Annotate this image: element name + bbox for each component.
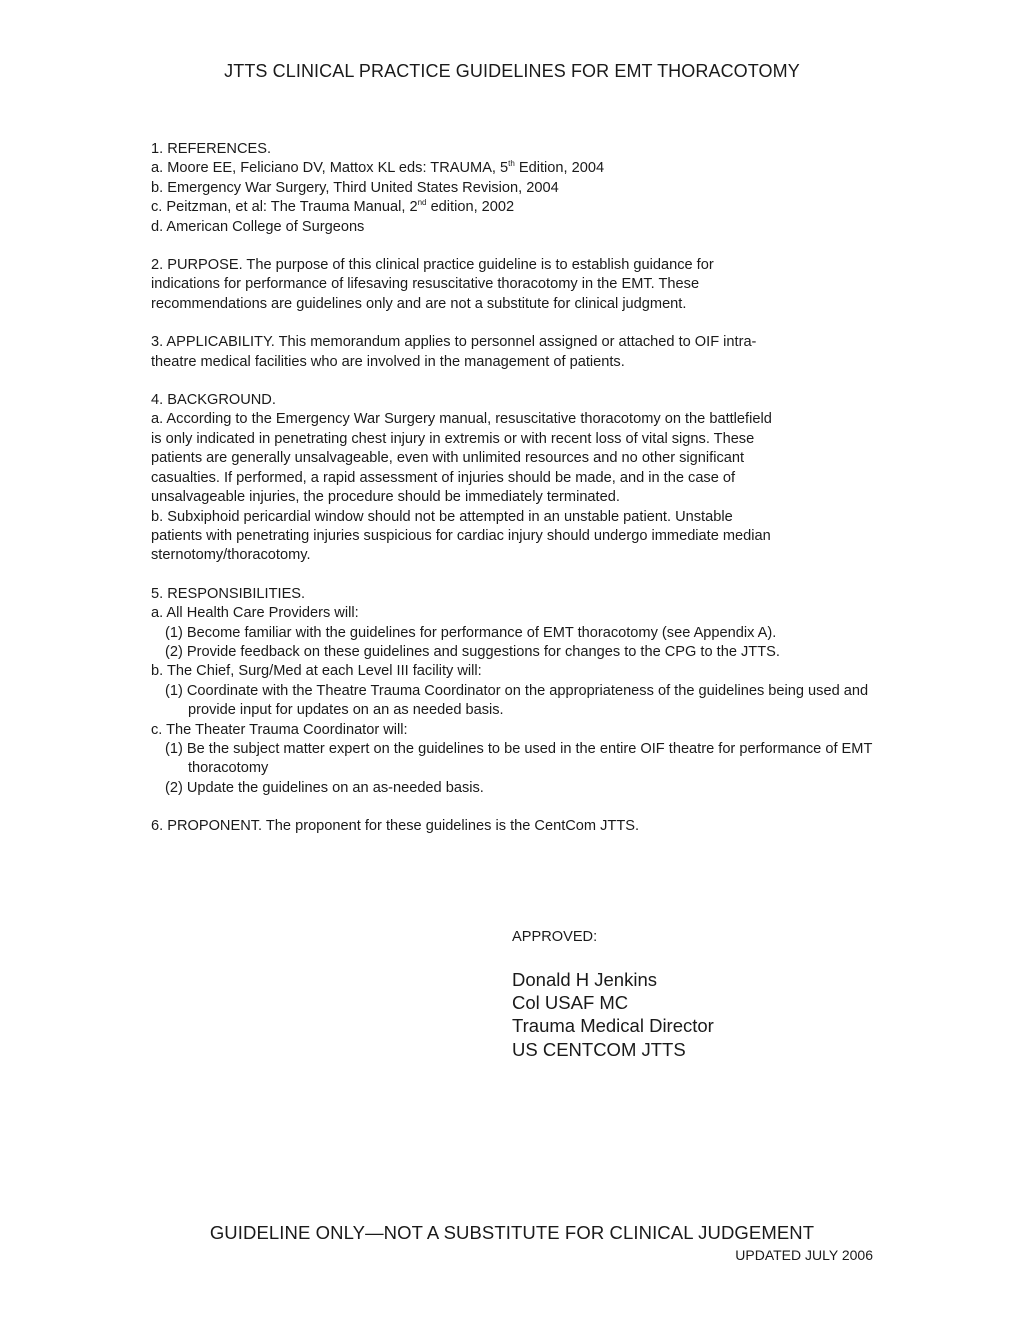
responsibility-b1: (1) Coordinate with the Theatre Trauma Coordinator on the appropriateness of the guidelines being used and provide input for updates on an as needed basis. xyxy=(165,682,869,719)
reference-c-text: c. Peitzman, et al: The Trauma Manual, 2 xyxy=(151,199,418,216)
reference-c-edition: edition, 2002 xyxy=(426,199,515,216)
responsibility-c: c. The Theater Trauma Coordinator will: xyxy=(151,721,408,738)
background-line: b. Subxiphoid pericardial window should not be attempted in an unstable patient. Unstable xyxy=(151,508,733,525)
references-heading: 1. REFERENCES. xyxy=(151,141,272,157)
proponent-section xyxy=(151,817,876,836)
background-line: a. According to the Emergency War Surgery manual, resuscitative thoracotomy on the battlefield xyxy=(151,411,772,428)
reference-a xyxy=(151,159,876,178)
responsibility-c1: (1) Be the subject matter expert on the guidelines to be used in the entire OIF theatre for performance of EMT thoracotomy xyxy=(165,740,873,777)
reference-b: b. Emergency War Surgery, Third United States Revision, 2004 xyxy=(151,179,559,196)
responsibility-c2: (2) Update the guidelines on an as-needed basis. xyxy=(165,779,484,796)
reference-c-superscript: nd xyxy=(417,198,427,208)
approver-organization: US CENTCOM JTTS xyxy=(512,1038,686,1060)
responsibility-a2: (2) Provide feedback on these guidelines and suggestions for changes to the CPG to the JTTS. xyxy=(165,643,780,660)
purpose-line: 2. PURPOSE. The purpose of this clinical practice guideline is to establish guidance for xyxy=(151,257,714,274)
background-line: sternotomy/thoracotomy. xyxy=(151,547,311,564)
purpose-section xyxy=(151,256,876,314)
purpose-line: recommendations are guidelines only and are not a substitute for clinical judgment. xyxy=(151,295,687,312)
background-line: casualties. If performed, a rapid assessment of injuries should be made, and in the case of xyxy=(151,469,736,486)
responsibility-a: a. All Health Care Providers will: xyxy=(151,605,359,622)
document-title: JTTS CLINICAL PRACTICE GUIDELINES FOR EMT THORACOTOMY xyxy=(224,61,800,81)
approver-name: Donald H Jenkins xyxy=(512,969,657,990)
reference-c xyxy=(151,198,876,217)
footer-disclaimer: GUIDELINE ONLY—NOT A SUBSTITUTE FOR CLINICAL JUDGEMENT xyxy=(209,1222,815,1243)
reference-a-text: a. Moore EE, Feliciano DV, Mattox KL eds: TRAUMA, 5 xyxy=(151,160,509,177)
applicability-line: theatre medical facilities who are involved in the management of patients. xyxy=(151,353,625,370)
responsibility-a1: (1) Become familiar with the guidelines for performance of EMT thoracotomy (see Appendix A). xyxy=(165,624,777,641)
approved-label: APPROVED: xyxy=(512,929,598,945)
responsibilities-section xyxy=(151,585,876,798)
approver-position: Trauma Medical Director xyxy=(512,1015,714,1037)
background-line: patients are generally unsalvageable, even with unlimited resources and no other significant xyxy=(151,450,745,467)
reference-d: d. American College of Surgeons xyxy=(151,218,365,235)
footer-updated-date: UPDATED JULY 2006 xyxy=(735,1247,873,1263)
references-section xyxy=(151,140,876,237)
background-line: patients with penetrating injuries suspicious for cardiac injury should undergo immediate median xyxy=(151,527,771,544)
reference-a-edition: Edition, 2004 xyxy=(514,160,605,177)
proponent-text: 6. PROPONENT. The proponent for these guidelines is the CentCom JTTS. xyxy=(151,818,640,835)
purpose-line: indications for performance of lifesaving resuscitative thoracotomy in the EMT. These xyxy=(151,276,700,293)
background-line: unsalvageable injuries, the procedure should be immediately terminated. xyxy=(151,489,620,506)
applicability-section xyxy=(151,333,876,372)
approver-rank: Col USAF MC xyxy=(512,992,629,1014)
responsibilities-heading: 5. RESPONSIBILITIES. xyxy=(151,585,306,602)
responsibility-b: b. The Chief, Surg/Med at each Level III facility will: xyxy=(151,663,482,680)
signature-block xyxy=(512,968,714,1061)
reference-a-superscript: th xyxy=(508,159,515,169)
background-heading: 4. BACKGROUND. xyxy=(151,392,276,409)
document-body xyxy=(151,140,876,837)
background-line: is only indicated in penetrating chest injury in extremis or with recent loss of vital signs. These xyxy=(151,430,755,447)
background-section xyxy=(151,391,876,566)
applicability-line: 3. APPLICABILITY. This memorandum applies to personnel assigned or attached to OIF intra- xyxy=(151,334,757,351)
